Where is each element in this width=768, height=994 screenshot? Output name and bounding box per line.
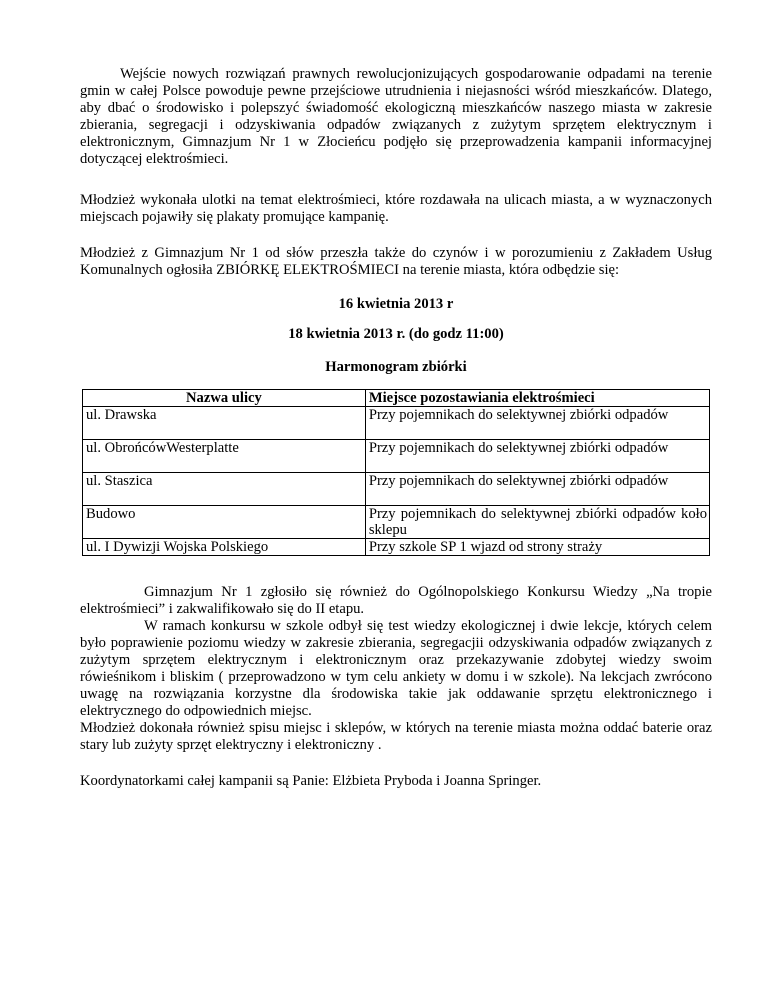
table-row: [83, 440, 710, 473]
coordinators-paragraph: Koordynatorkami całej kampanii są Panie: Elżbieta Pryboda i Joanna Springer.: [80, 773, 542, 789]
schedule-table: [82, 389, 710, 556]
place-cell: Przy pojemnikach do selektywnej zbiórki odpadów: [365, 440, 709, 473]
lessons-paragraph: W ramach konkursu w szkole odbył się test wiedzy ekologicznej i dwie lekcje, których celem było poprawienie poziomu wiedzy w zakresie zbierania, segregacjii odzyskiwania odpadów związanych z zużytym sprzętem elektrycznym i elektronicznym oraz przekazywanie zdobytej wiedzy swoim rówieśnikom i bliskim ( przeprowadzono w tym celu ankiety w domu i w szkole). Na lekcjach zwrócono uwagę na rozwiązania korzystne dla środowiska takie jak oddawanie sprzętu elektronicznego i elektrycznego do odpowiednich miejsc.: [80, 618, 712, 719]
collection-date-1: 16 kwietnia 2013 r: [338, 296, 454, 312]
table-row: [83, 506, 710, 539]
table-header-row: [83, 390, 710, 407]
collection-date-2: 18 kwietnia 2013 r. (do godz 11:00): [288, 326, 504, 342]
place-cell: Przy pojemnikach do selektywnej zbiórki odpadów koło sklepu: [365, 506, 709, 539]
place-cell: Przy szkole SP 1 wjazd od strony straży: [365, 539, 709, 556]
intro-paragraph: Wejście nowych rozwiązań prawnych rewolucjonizujących gospodarowanie odpadami na terenie gmin w całej Polsce powoduje pewne przejściowe utrudnienia i niejasności wśród mieszkańców. Dlatego, aby dbać o środowisko i polepszyć świadomość ekologiczną mieszkańców naszego miasta w zakresie zbierania, segregacji i odzyskiwania odpadów związanych z zużytym sprzętem elektrycznym i elektronicznym, Gimnazjum Nr 1 w Złocieńcu podjęło się przeprowadzenia kampanii informacyjnej dotyczącej elektrośmieci.: [80, 66, 712, 167]
table-row: [83, 473, 710, 506]
header-street: Nazwa ulicy: [83, 390, 366, 407]
street-cell: ul. I Dywizji Wojska Polskiego: [83, 539, 366, 556]
street-cell: ul. Staszica: [83, 473, 366, 506]
street-cell: Budowo: [83, 506, 366, 539]
place-cell: Przy pojemnikach do selektywnej zbiórki odpadów: [365, 473, 709, 506]
place-cell: Przy pojemnikach do selektywnej zbiórki odpadów: [365, 407, 709, 440]
leaflets-paragraph: Młodzież wykonała ulotki na temat elektrośmieci, które rozdawała na ulicach miasta, a w wyznaczonych miejscach pojawiły się plakaty promujące kampanię.: [80, 192, 712, 225]
street-cell: ul. ObrońcówWesterplatte: [83, 440, 366, 473]
schedule-title: Harmonogram zbiórki: [325, 359, 467, 375]
inventory-paragraph: Młodzież dokonała również spisu miejsc i sklepów, w których na terenie miasta można oddać baterie oraz stary lub zużyty sprzęt elektryczny i elektroniczny .: [80, 720, 712, 753]
table-row: [83, 539, 710, 556]
header-place: Miejsce pozostawiania elektrośmieci: [365, 390, 709, 407]
street-cell: ul. Drawska: [83, 407, 366, 440]
contest-paragraph: Gimnazjum Nr 1 zgłosiło się również do Ogólnopolskiego Konkursu Wiedzy „Na tropie elektrośmieci” i zakwalifikowało się do II etapu.: [80, 584, 712, 617]
document-page: [80, 66, 712, 790]
table-row: [83, 407, 710, 440]
collection-paragraph: Młodzież z Gimnazjum Nr 1 od słów przeszła także do czynów i w porozumieniu z Zakładem Usług Komunalnych ogłosiła ZBIÓRKĘ ELEKTROŚMIECI na terenie miasta, która odbędzie się:: [80, 245, 712, 278]
